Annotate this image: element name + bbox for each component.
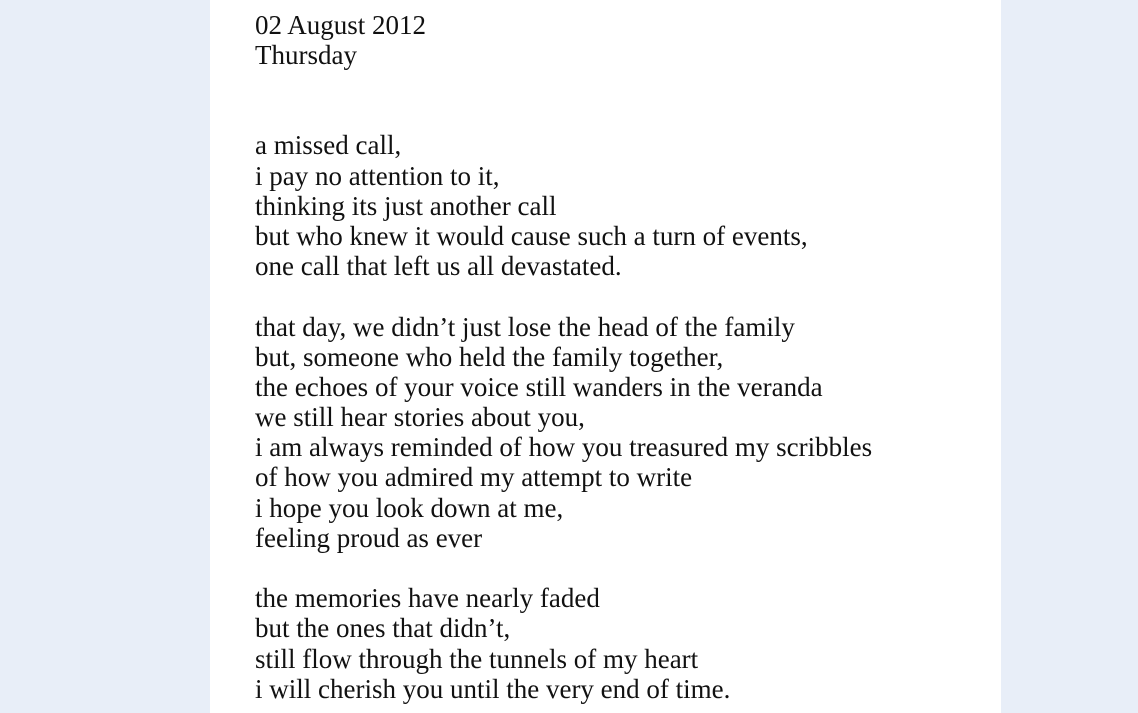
stanza-3	[255, 583, 872, 704]
poem-line: i am always reminded of how you treasured my scribbles	[255, 432, 873, 463]
poem-line: but, someone who held the family together,	[255, 341, 724, 372]
date-header	[255, 10, 872, 70]
poem-line: the memories have nearly faded	[255, 583, 600, 614]
stanza-spacer	[255, 553, 872, 583]
poem-line: still flow through the tunnels of my heart	[255, 643, 699, 674]
stanza-spacer	[255, 281, 872, 311]
poem-line: i hope you look down at me,	[255, 492, 564, 523]
header-spacer	[255, 70, 872, 130]
poem-line: a missed call,	[255, 130, 402, 161]
document-text	[255, 10, 872, 704]
poem-line: of how you admired my attempt to write	[255, 462, 693, 493]
poem-line: feeling proud as ever	[255, 522, 483, 553]
poem-line: i pay no attention to it,	[255, 160, 500, 191]
poem-line: i will cherish you until the very end of time.	[255, 673, 731, 704]
stanza-2	[255, 312, 872, 554]
entry-date: 02 August 2012	[255, 10, 427, 40]
document-page	[210, 0, 1001, 713]
poem-line: we still hear stories about you,	[255, 402, 585, 433]
stanza-1	[255, 130, 872, 281]
poem-line: but who knew it would cause such a turn of events,	[255, 220, 808, 251]
poem-line: thinking its just another call	[255, 190, 557, 221]
poem-line: but the ones that didn’t,	[255, 613, 511, 644]
poem-line: that day, we didn’t just lose the head of the family	[255, 311, 795, 342]
entry-weekday: Thursday	[255, 40, 357, 71]
poem-line: the echoes of your voice still wanders in the veranda	[255, 371, 823, 402]
poem-line: one call that left us all devastated.	[255, 251, 622, 282]
